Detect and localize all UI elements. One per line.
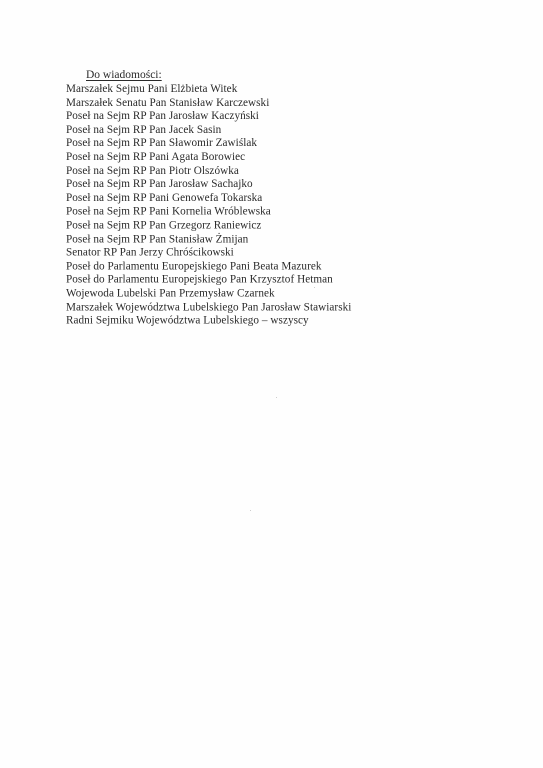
recipient-item: Poseł na Sejm RP Pan Jacek Sasin [66,123,222,136]
recipient-item: Poseł na Sejm RP Pani Genowefa Tokarska [66,191,263,204]
recipient-item: Poseł na Sejm RP Pan Jarosław Sachajko [66,178,253,191]
recipient-item: Poseł do Parlamentu Europejskiego Pan Krzysztof Hetman [66,273,333,286]
recipient-item: Marszałek Sejmu Pani Elżbieta Witek [66,83,238,95]
scan-speck [250,510,251,511]
scan-speck [314,287,315,288]
recipient-item: Poseł na Sejm RP Pan Grzegorz Raniewicz [66,219,262,232]
recipient-item: Poseł na Sejm RP Pan Sławomir Zawiślak [66,137,258,150]
recipient-item: Poseł na Sejm RP Pani Agata Borowiec [66,150,246,163]
recipient-item: Poseł na Sejm RP Pan Piotr Olszówka [66,164,239,177]
recipient-list [66,83,351,328]
scan-speck [276,397,277,398]
recipient-item: Poseł na Sejm RP Pan Jarosław Kaczyński [66,110,259,123]
recipient-item: Poseł do Parlamentu Europejskiego Pani Beata Mazurek [66,260,322,273]
recipient-item: Wojewoda Lubelski Pan Przemysław Czarnek [66,287,275,300]
distribution-heading: Do wiadomości: [86,69,162,81]
recipient-item: Senator RP Pan Jerzy Chróścikowski [66,246,234,259]
recipient-item: Marszałek Województwa Lubelskiego Pan Jarosław Stawiarski [66,300,352,313]
recipient-item: Poseł na Sejm RP Pan Stanisław Żmijan [66,232,249,245]
recipient-item: Marszałek Senatu Pan Stanisław Karczewski [66,96,270,109]
recipient-item: Poseł na Sejm RP Pani Kornelia Wróblewska [66,205,271,218]
recipient-item: Radni Sejmiku Województwa Lubelskiego – wszyscy [66,314,309,327]
